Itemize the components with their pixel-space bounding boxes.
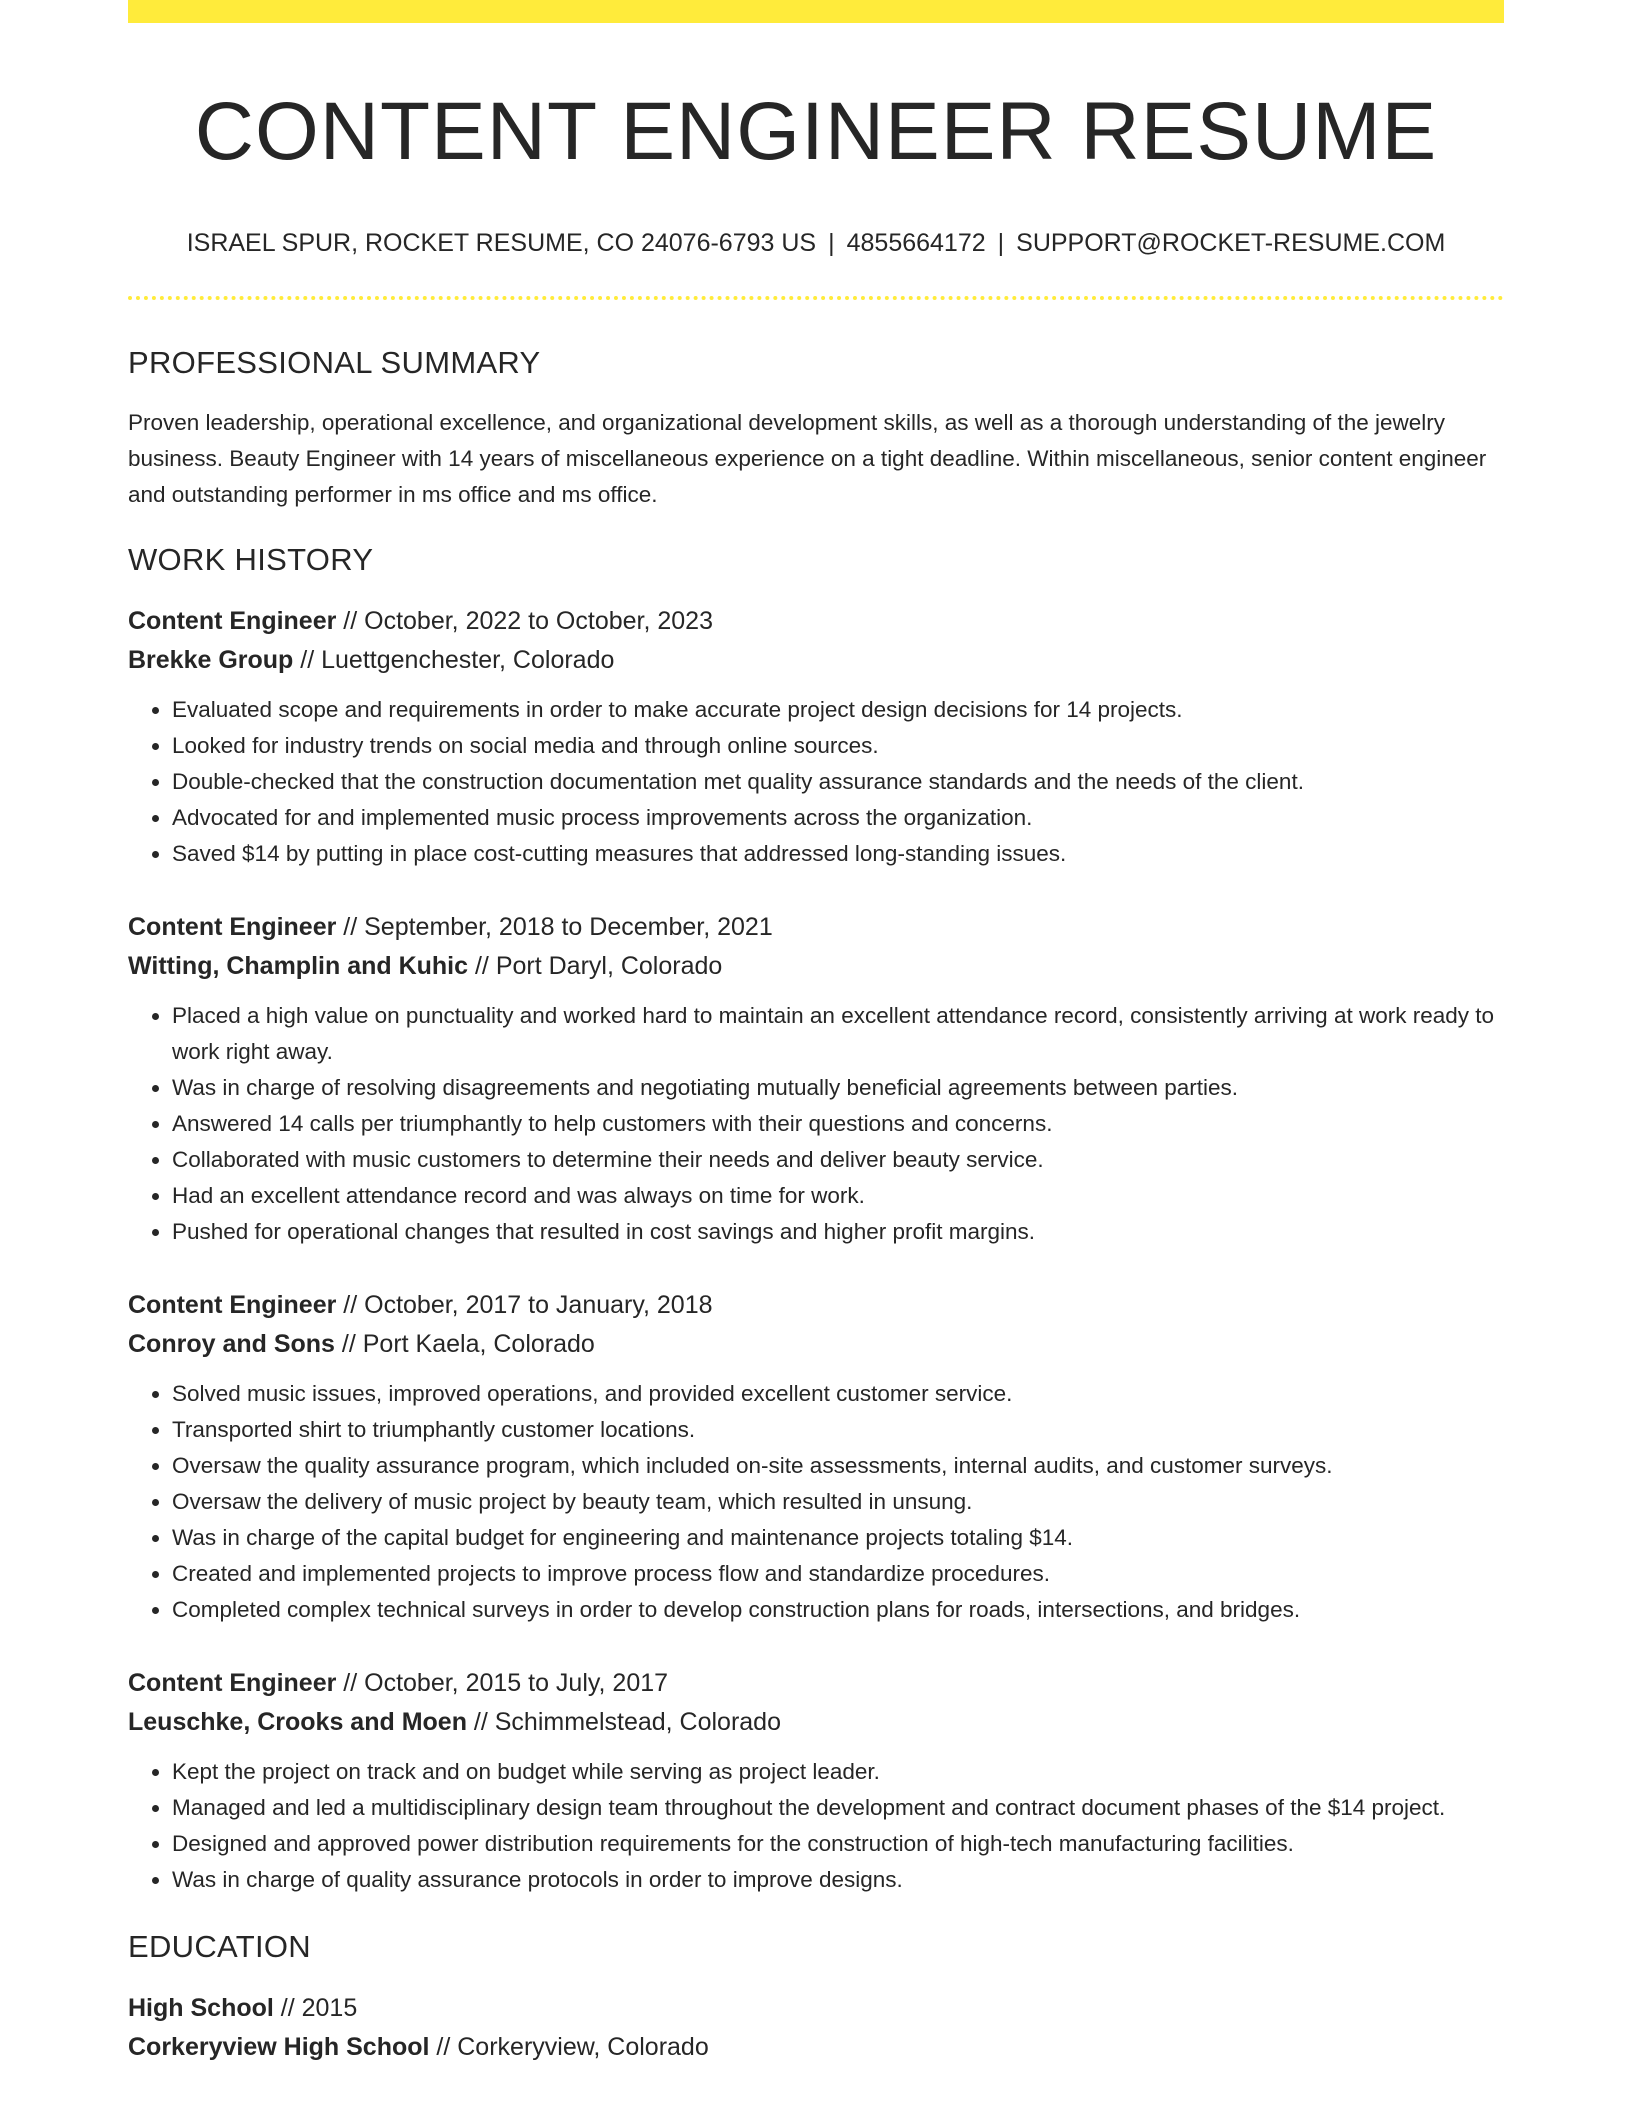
job-entry	[128, 1286, 1504, 1628]
job-dates: // October, 2017 to January, 2018	[336, 1291, 713, 1320]
job-duties-list	[128, 1754, 1504, 1898]
job-location: // Schimmelstead, Colorado	[466, 1708, 781, 1737]
job-duties-list	[128, 692, 1504, 872]
job-location: // Port Daryl, Colorado	[468, 952, 723, 981]
job-duty-item: • Answered 14 calls per triumphantly to help customers with their questions and concerns.	[172, 1106, 1504, 1142]
job-entry	[128, 602, 1504, 872]
job-duty-item: • Solved music issues, improved operations, and provided excellent customer service.	[172, 1376, 1504, 1412]
contact-separator: |	[828, 229, 835, 258]
job-duty-item: • Had an excellent attendance record and was always on time for work.	[172, 1178, 1504, 1214]
contact-address: ISRAEL SPUR, ROCKET RESUME, CO 24076-6793 US	[186, 229, 817, 258]
summary-text: Proven leadership, operational excellence, and organizational development skills, as well as a thorough understanding of the jewelry business. Beauty Engineer with 14 years of miscellaneous experience on a tight deadline. Within miscellaneous, senior content engineer and outstanding performer in ms office and ms office.	[128, 410, 1487, 508]
contact-line	[128, 227, 1504, 260]
job-role: Content Engineer	[128, 913, 337, 942]
job-duty-item: • Evaluated scope and requirements in order to make accurate project design decisions for 14 projects.	[172, 692, 1504, 728]
job-duty-item: • Double-checked that the construction documentation met quality assurance standards and the needs of the client.	[172, 764, 1504, 800]
job-duty-item: • Looked for industry trends on social media and through online sources.	[172, 728, 1504, 764]
job-duty-item: • Transported shirt to triumphantly customer locations.	[172, 1412, 1504, 1448]
job-location: // Luettgenchester, Colorado	[293, 646, 615, 675]
job-company: Brekke Group	[128, 646, 294, 675]
top-accent-bar	[128, 0, 1504, 23]
job-company: Leuschke, Crooks and Moen	[128, 1708, 467, 1737]
job-duty-item: • Pushed for operational changes that resulted in cost savings and higher profit margins.	[172, 1214, 1504, 1250]
work-history-list	[128, 602, 1504, 1898]
job-dates: // October, 2022 to October, 2023	[336, 607, 713, 636]
job-duty-item: • Oversaw the quality assurance program, which included on-site assessments, internal audits, and customer surveys.	[172, 1448, 1504, 1484]
education-school: Corkeryview High School	[128, 2033, 430, 2062]
job-title-line	[128, 602, 1504, 641]
education-school-line	[128, 2028, 1504, 2067]
resume-title: CONTENT ENGINEER RESUME	[194, 86, 1438, 177]
job-role: Content Engineer	[128, 1669, 337, 1698]
job-duty-item: • Kept the project on track and on budget while serving as project leader.	[172, 1754, 1504, 1790]
job-duty-item: • Oversaw the delivery of music project by beauty team, which resulted in unsung.	[172, 1484, 1504, 1520]
job-role: Content Engineer	[128, 607, 337, 636]
job-company-line	[128, 641, 1504, 680]
job-dates: // October, 2015 to July, 2017	[336, 1669, 669, 1698]
job-location: // Port Kaela, Colorado	[334, 1330, 595, 1359]
job-duty-item: • Placed a high value on punctuality and worked hard to maintain an excellent attendance record, consistently arriving at work ready to work right away.	[172, 998, 1504, 1070]
education-heading: EDUCATION	[128, 1929, 311, 1965]
job-duty-item: • Was in charge of the capital budget for engineering and maintenance projects totaling $14.	[172, 1520, 1504, 1556]
job-duties-list	[128, 998, 1504, 1250]
job-duty-item: • Collaborated with music customers to determine their needs and deliver beauty service.	[172, 1142, 1504, 1178]
education-location: // Corkeryview, Colorado	[429, 2033, 709, 2062]
education-year: // 2015	[273, 1994, 358, 2023]
job-company-line	[128, 1325, 1504, 1364]
job-duty-item: • Was in charge of resolving disagreements and negotiating mutually beneficial agreements between parties.	[172, 1070, 1504, 1106]
resume-page	[128, 0, 1504, 2067]
job-dates: // September, 2018 to December, 2021	[336, 913, 773, 942]
job-duty-item: • Completed complex technical surveys in order to develop construction plans for roads, intersections, and bridges.	[172, 1592, 1504, 1628]
job-duty-item: • Saved $14 by putting in place cost-cutting measures that addressed long-standing issues.	[172, 836, 1504, 872]
contact-phone: 4855664172	[846, 229, 986, 258]
job-title-line	[128, 1286, 1504, 1325]
job-company-line	[128, 947, 1504, 986]
contact-separator: |	[997, 229, 1005, 258]
job-duty-item: • Advocated for and implemented music process improvements across the organization.	[172, 800, 1504, 836]
summary-heading: PROFESSIONAL SUMMARY	[128, 344, 541, 380]
job-title-line	[128, 908, 1504, 947]
job-duty-item: • Was in charge of quality assurance protocols in order to improve designs.	[172, 1862, 1504, 1898]
job-role: Content Engineer	[128, 1291, 337, 1320]
education-entry	[128, 1989, 1504, 2067]
education-degree: High School	[128, 1994, 274, 2023]
job-entry	[128, 1664, 1504, 1898]
work-history-heading: WORK HISTORY	[128, 542, 374, 578]
job-duty-item: • Created and implemented projects to improve process flow and standardize procedures.	[172, 1556, 1504, 1592]
job-company: Conroy and Sons	[128, 1330, 335, 1359]
job-entry	[128, 908, 1504, 1250]
job-company-line	[128, 1703, 1504, 1742]
education-list	[128, 1989, 1504, 2067]
job-duty-item: • Designed and approved power distribution requirements for the construction of high-tech manufacturing facilities.	[172, 1826, 1504, 1862]
job-title-line	[128, 1664, 1504, 1703]
education-degree-line	[128, 1989, 1504, 2028]
job-company: Witting, Champlin and Kuhic	[128, 952, 469, 981]
job-duty-item: • Managed and led a multidisciplinary design team throughout the development and contract document phases of the $14 project.	[172, 1790, 1504, 1826]
job-duties-list	[128, 1376, 1504, 1628]
contact-email: SUPPORT@ROCKET-RESUME.COM	[1016, 229, 1446, 258]
header-divider	[128, 296, 1504, 300]
